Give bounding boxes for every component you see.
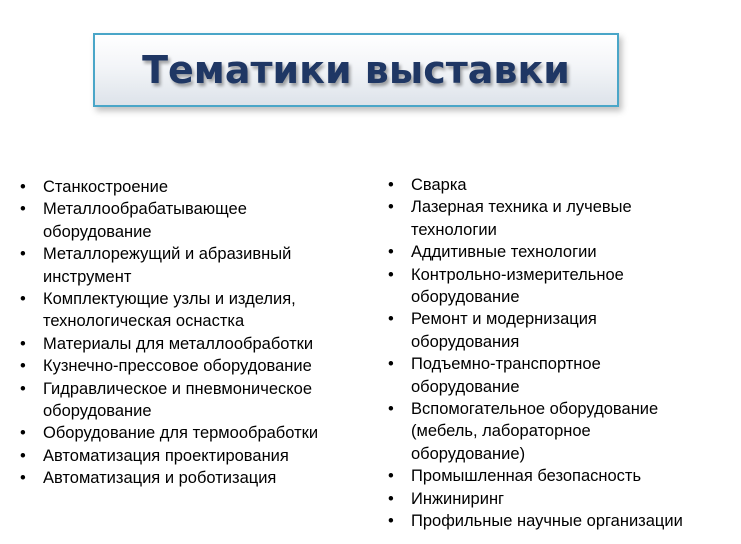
list-item (20, 243, 370, 288)
list-item (20, 378, 370, 423)
list-item-text-line: Промышленная безопасность (411, 467, 642, 486)
list-item-text-line: Металлорежущий и абразивный (43, 245, 292, 264)
bullet-marker: • (20, 290, 26, 309)
bullet-marker: • (20, 334, 26, 353)
list-item (388, 510, 733, 532)
list-item-text-line: Инжиниринг (411, 489, 505, 508)
list-item-text-line: технологическая оснастка (43, 312, 245, 331)
list-item (388, 308, 733, 353)
list-item-text-line: Подъемно-транспортное (411, 355, 601, 374)
list-item (388, 174, 733, 196)
page-title: Тематики выставки (142, 48, 570, 92)
bullet-marker: • (388, 243, 394, 262)
list-item-text-line: Автоматизация и роботизация (43, 469, 277, 488)
list-item (20, 355, 370, 377)
bullet-marker: • (20, 469, 26, 488)
list-item (20, 467, 370, 489)
bullet-marker: • (388, 467, 394, 486)
left-topic-list (20, 176, 370, 490)
bullet-marker: • (20, 245, 26, 264)
list-item (388, 465, 733, 487)
list-item-text-line: Оборудование для термообработки (43, 424, 319, 443)
bullet-marker: • (20, 178, 26, 196)
bullet-marker: • (20, 446, 26, 465)
list-item (20, 288, 370, 333)
list-item (20, 333, 370, 355)
list-item-text-line: Ремонт и модернизация (411, 310, 597, 329)
list-item (388, 488, 733, 510)
list-item-text-line: технологии (411, 220, 497, 239)
list-item (388, 264, 733, 309)
list-item-text-line: оборудования (411, 332, 520, 351)
list-item-text-line: Кузнечно-прессовое оборудование (43, 357, 312, 376)
list-item-text-line: Аддитивные технологии (411, 243, 597, 262)
bullet-marker: • (388, 198, 394, 217)
list-item (20, 198, 370, 243)
list-item (388, 353, 733, 398)
list-item-text-line: Гидравлическое и пневмоническое (43, 379, 313, 398)
list-item-text-line: инструмент (43, 267, 132, 286)
list-item-text-line: Материалы для металлообработки (43, 334, 314, 353)
list-item-text-line: Сварка (411, 176, 467, 194)
title-banner (93, 33, 619, 107)
list-item (388, 398, 733, 465)
list-item-text-line: оборудование (411, 377, 520, 396)
bullet-marker: • (20, 200, 26, 219)
list-item (388, 196, 733, 241)
list-item-text-line: (мебель, лабораторное (411, 422, 591, 441)
bullet-marker: • (388, 489, 394, 508)
list-item-text-line: оборудование) (411, 444, 526, 463)
list-item (20, 422, 370, 444)
list-item (20, 176, 370, 198)
list-item-text-line: Комплектующие узлы и изделия, (43, 290, 296, 309)
list-item-text-line: оборудование (411, 288, 520, 307)
list-item-text-line: Станкостроение (43, 178, 168, 196)
bullet-marker: • (20, 357, 26, 376)
list-item-text-line: Вспомогательное оборудование (411, 400, 659, 419)
bullet-marker: • (20, 379, 26, 398)
list-item-text-line: оборудование (43, 402, 152, 421)
bullet-marker: • (388, 355, 394, 374)
list-item-text-line: Автоматизация проектирования (43, 446, 289, 465)
bullet-marker: • (388, 310, 394, 329)
list-item-text-line: оборудование (43, 222, 152, 241)
bullet-marker: • (388, 400, 394, 419)
bullet-marker: • (20, 424, 26, 443)
list-item-text-line: Лазерная техника и лучевые (411, 198, 632, 217)
right-topic-list (388, 174, 733, 533)
list-item-text-line: Металлообрабатывающее (43, 200, 247, 219)
bullet-marker: • (388, 512, 394, 531)
list-item-text-line: Контрольно-измерительное (411, 265, 624, 284)
bullet-marker: • (388, 265, 394, 284)
bullet-marker: • (388, 176, 394, 194)
list-item (20, 445, 370, 467)
list-item-text-line: Профильные научные организации (411, 512, 683, 531)
list-item (388, 241, 733, 263)
